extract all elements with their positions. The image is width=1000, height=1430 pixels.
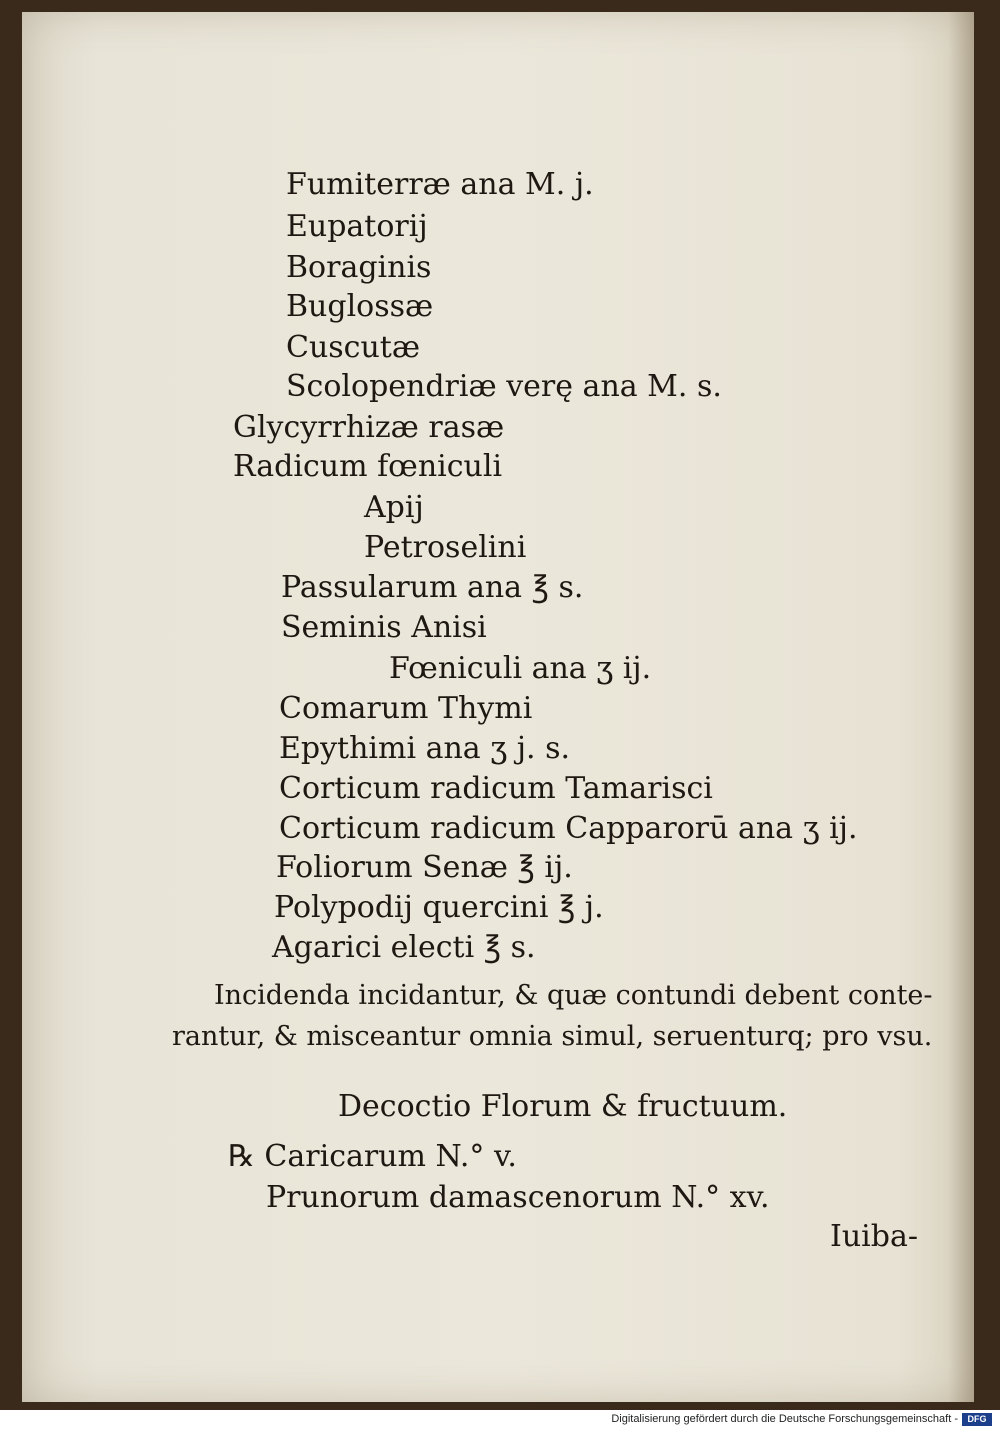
text-line: Fumiterræ ana M. j. — [286, 167, 594, 202]
dfg-logo: DFG — [962, 1413, 992, 1426]
text-line: Buglossæ — [286, 289, 434, 324]
text-line: Seminis Anisi — [281, 610, 487, 645]
text-line: Polypodij quercini ℥ j. — [274, 890, 604, 925]
text-line: Glycyrrhizæ rasæ — [233, 410, 505, 445]
text-line: Eupatorij — [286, 209, 428, 244]
text-line: Scolopendriæ verę ana M. s. — [286, 369, 722, 404]
text-line: rantur, & misceantur omnia simul, seruenturq; pro vsu. — [172, 1021, 933, 1052]
text-line: Agarici electi ℥ s. — [272, 930, 536, 965]
text-line: Comarum Thymi — [279, 691, 533, 726]
text-line: Foliorum Senæ ℥ ij. — [276, 850, 573, 885]
section-heading: Decoctio Florum & fructuum. — [338, 1089, 788, 1124]
footer-credit: Digitalisierung gefördert durch die Deutsche Forschungsgemeinschaft - — [611, 1413, 958, 1425]
text-line: Apij — [364, 490, 424, 525]
text-line: Corticum radicum Tamarisci — [279, 771, 713, 806]
text-line: Cuscutæ — [286, 330, 421, 365]
text-line: Epythimi ana ʒ j. s. — [279, 731, 571, 766]
text-line: Petroselini — [364, 530, 527, 565]
footer-bar — [0, 1410, 1000, 1430]
text-line: Prunorum damascenorum N.° xv. — [266, 1180, 770, 1215]
text-line: Boraginis — [286, 250, 432, 285]
text-line: Fœniculi ana ʒ ij. — [389, 651, 652, 686]
catchword: Iuiba- — [830, 1219, 918, 1254]
text-line: Corticum radicum Capparorū ana ʒ ij. — [279, 811, 858, 846]
text-line: ℞ Caricarum N.° v. — [228, 1139, 517, 1174]
text-line: Passularum ana ℥ s. — [281, 570, 584, 605]
text-line: Radicum fœniculi — [233, 449, 503, 484]
text-line: Incidenda incidantur, & quæ contundi debent conte- — [214, 980, 933, 1011]
page-edge-shadow — [948, 12, 974, 1402]
